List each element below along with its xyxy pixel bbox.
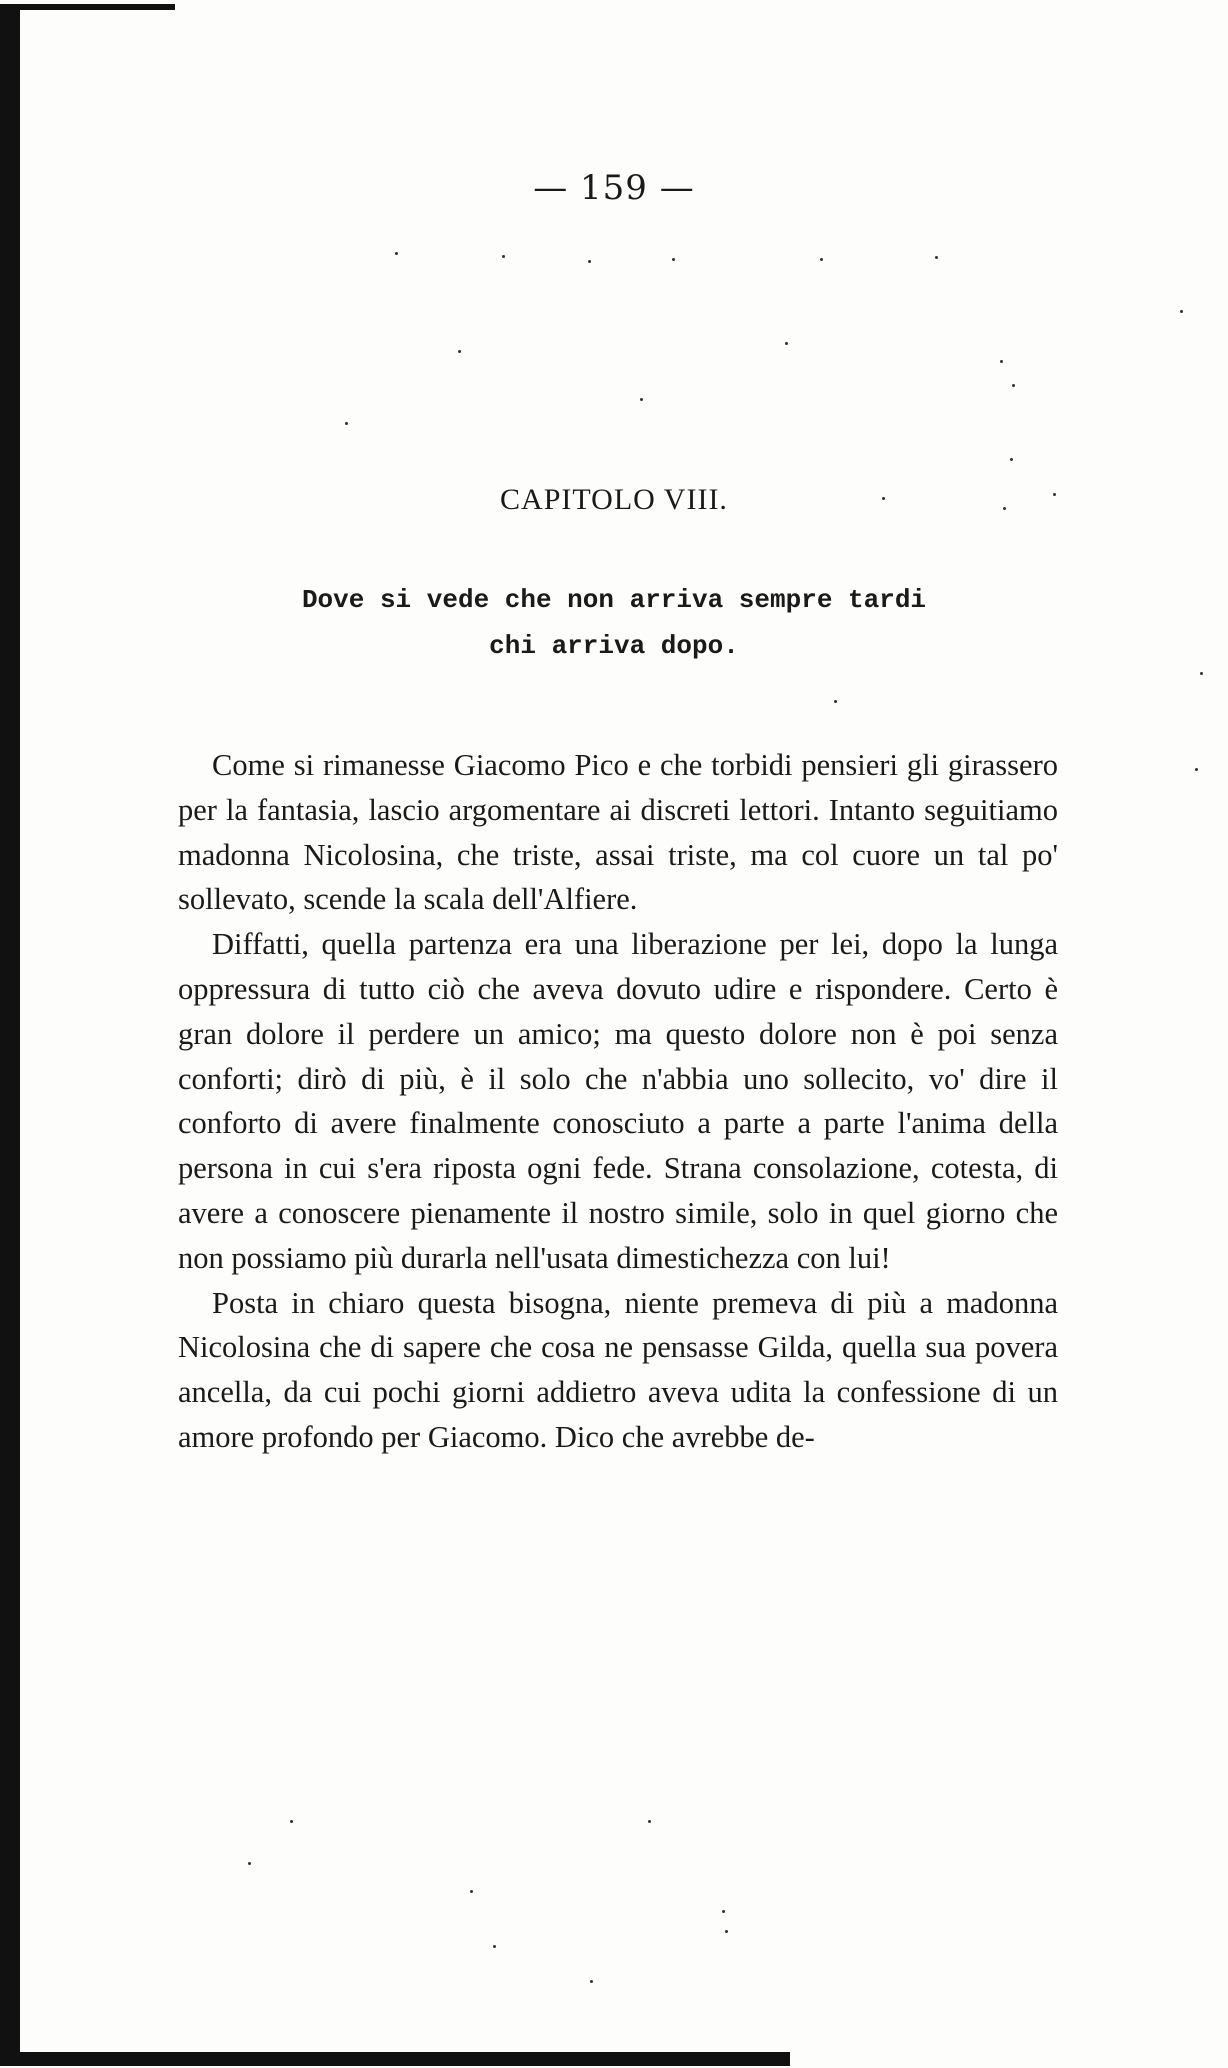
paragraph-1: Come si rimanesse Giacomo Pico e che torbidi pensieri gli girassero per la fantasia, lascio argomentare ai discreti lettori. Intanto seguitiamo madonna Nicolosina, che triste, assai triste, ma col cuore un tal po' sollevato, scende la scala dell'Alfiere. <box>178 748 1058 917</box>
page-edge-bottom <box>0 2052 790 2066</box>
chapter-subtitle-line-1: Dove si vede che non arriva sempre tardi <box>301 585 927 615</box>
paragraph-2: Diffatti, quella partenza era una liberazione per lei, dopo la lunga oppressura di tutto ciò che aveva dovuto udire e rispondere. Certo è gran dolore il perdere un amico; ma questo dolore non è poi senza conforti; dirò di più, è il solo che n'abbia uno sollecito, vo' dire il conforto di avere finalmente conosciuto a parte a parte l'anima della persona in cui s'era riposta ogni fede. Strana consolazione, cotesta, di avere a conoscere pienamente il nostro simile, solo in quel giorno che non possiamo più durarla nell'usata dimestichezza con lui! <box>178 927 1058 1275</box>
chapter-subtitle <box>0 577 1228 669</box>
page-number: — 159 — <box>533 168 695 208</box>
chapter-subtitle-line-2: chi arriva dopo. <box>489 631 739 661</box>
page-edge-left <box>0 6 20 2056</box>
body-text <box>178 743 1058 1460</box>
page-edge-top <box>0 4 175 10</box>
chapter-title: CAPITOLO VIII. <box>500 483 728 516</box>
paragraph-3: Posta in chiaro questa bisogna, niente premeva di più a madonna Nicolosina che di sapere che cosa ne pensasse Gilda, quella sua povera ancella, da cui pochi giorni addietro aveva udita la confessione di un amore profondo per Giacomo. Dico che avrebbe de- <box>178 1285 1058 1454</box>
